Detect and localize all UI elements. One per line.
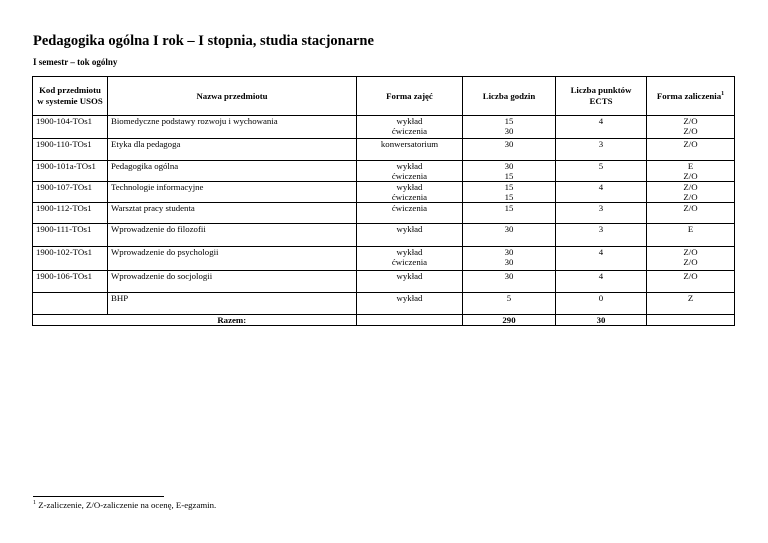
table-row [33, 182, 735, 203]
course-hours-line: 30 [504, 257, 514, 267]
course-form-line: ćwiczenia [391, 203, 428, 213]
course-code: 1900-112-TOs1 [33, 203, 108, 224]
course-hours-line: 30 [504, 247, 514, 257]
course-name: Wprowadzenie do filozofii [108, 224, 357, 247]
total-ects: 30 [556, 315, 647, 326]
course-credit-line: Z/O [683, 247, 698, 257]
course-credit-line: Z/O [683, 116, 698, 126]
course-hours-line: 30 [504, 271, 514, 281]
course-form-line: ćwiczenia [391, 192, 428, 202]
course-credit-line: Z/O [683, 182, 698, 192]
table-row [33, 139, 735, 161]
header-credit [647, 77, 735, 116]
course-hours-line: 5 [506, 293, 512, 303]
course-hours-line: 30 [504, 224, 514, 234]
course-hours [463, 139, 556, 161]
course-credit [647, 271, 735, 293]
course-credit-line: Z/O [683, 192, 698, 202]
course-form-line: wykład [396, 293, 423, 303]
course-hours-line: 15 [504, 182, 514, 192]
course-credit-line: Z [687, 293, 694, 303]
course-code: 1900-102-TOs1 [33, 247, 108, 271]
course-name: Biomedyczne podstawy rozwoju i wychowania [108, 116, 357, 139]
course-name: Pedagogika ogólna [108, 161, 357, 182]
course-form-line: wykład [396, 182, 423, 192]
course-hours [463, 271, 556, 293]
course-ects: 3 [556, 203, 647, 224]
course-name: Technologie informacyjne [108, 182, 357, 203]
header-credit-label: Forma zaliczenia [656, 90, 722, 101]
course-hours [463, 116, 556, 139]
course-ects: 3 [556, 139, 647, 161]
table-row [33, 203, 735, 224]
course-code: 1900-111-TOs1 [33, 224, 108, 247]
course-credit-line: Z/O [683, 271, 698, 281]
course-code: 1900-104-TOs1 [33, 116, 108, 139]
footnote-divider [33, 496, 164, 497]
course-hours [463, 182, 556, 203]
header-form: Forma zajęć [357, 77, 463, 116]
course-hours [463, 247, 556, 271]
course-name: Wprowadzenie do socjologii [108, 271, 357, 293]
course-credit-line: Z/O [683, 203, 698, 213]
course-form-line: ćwiczenia [391, 257, 428, 267]
course-name: Wprowadzenie do psychologii [108, 247, 357, 271]
course-credit [647, 247, 735, 271]
course-hours-line: 15 [504, 203, 514, 213]
course-code: 1900-110-TOs1 [33, 139, 108, 161]
course-ects: 0 [556, 293, 647, 315]
total-hours: 290 [463, 315, 556, 326]
course-hours-line: 15 [504, 171, 514, 181]
course-hours [463, 224, 556, 247]
course-hours-line: 15 [504, 192, 514, 202]
course-credit [647, 116, 735, 139]
course-ects: 3 [556, 224, 647, 247]
course-form [357, 139, 463, 161]
course-hours-line: 30 [504, 139, 514, 149]
course-form [357, 271, 463, 293]
course-credit [647, 139, 735, 161]
course-form [357, 116, 463, 139]
course-hours [463, 293, 556, 315]
course-credit-line: E [687, 161, 694, 171]
course-ects: 4 [556, 116, 647, 139]
course-hours [463, 203, 556, 224]
course-credit [647, 182, 735, 203]
course-form-line: wykład [396, 224, 423, 234]
table-row [33, 116, 735, 139]
course-name: Etyka dla pedagoga [108, 139, 357, 161]
course-credit-line: E [687, 224, 694, 234]
course-form [357, 161, 463, 182]
course-credit-line: Z/O [683, 139, 698, 149]
total-form [357, 315, 463, 326]
course-code: 1900-107-TOs1 [33, 182, 108, 203]
total-spacer [33, 315, 108, 326]
course-hours-line: 30 [504, 126, 514, 136]
course-form-line: ćwiczenia [391, 126, 428, 136]
header-code: Kod przedmiotu w systemie USOS [33, 77, 108, 116]
course-credit-line: Z/O [683, 257, 698, 267]
course-name: BHP [108, 293, 357, 315]
course-credit [647, 203, 735, 224]
header-ects: Liczba punktów ECTS [556, 77, 647, 116]
course-credit-line: Z/O [683, 126, 698, 136]
total-row [33, 315, 735, 326]
table-row [33, 161, 735, 182]
course-form-line: wykład [396, 116, 423, 126]
course-table [32, 76, 735, 326]
course-credit [647, 224, 735, 247]
course-hours-line: 30 [504, 161, 514, 171]
course-form-line: konwersatorium [380, 139, 439, 149]
footnote-ref: 1 [721, 90, 725, 97]
course-form [357, 182, 463, 203]
course-form-line: ćwiczenia [391, 171, 428, 181]
course-hours [463, 161, 556, 182]
course-hours-line: 15 [504, 116, 514, 126]
header-name: Nazwa przedmiotu [108, 77, 357, 116]
table-row [33, 293, 735, 315]
course-form-line: wykład [396, 247, 423, 257]
course-credit-line: Z/O [683, 171, 698, 181]
course-form [357, 293, 463, 315]
course-code: 1900-106-TOs1 [33, 271, 108, 293]
footnote-mark: 1 [33, 500, 36, 507]
header-hours: Liczba godzin [463, 77, 556, 116]
course-form [357, 224, 463, 247]
course-form-line: wykład [396, 161, 423, 171]
course-form-line: wykład [396, 271, 423, 281]
table-header-row [33, 77, 735, 116]
course-ects: 5 [556, 161, 647, 182]
footnote [33, 500, 216, 510]
course-ects: 4 [556, 182, 647, 203]
total-label: Razem: [108, 315, 357, 326]
course-ects: 4 [556, 247, 647, 271]
table-row [33, 247, 735, 271]
table-row [33, 224, 735, 247]
semester-subtitle: I semestr – tok ogólny [33, 57, 118, 67]
course-code: 1900-101a-TOs1 [33, 161, 108, 182]
footnote-text: Z-zaliczenie, Z/O-zaliczenie na ocenę, E-egzamin. [38, 500, 217, 510]
table-row [33, 271, 735, 293]
course-ects: 4 [556, 271, 647, 293]
course-code [33, 293, 108, 315]
course-credit [647, 293, 735, 315]
course-credit [647, 161, 735, 182]
total-credit [647, 315, 735, 326]
course-form [357, 247, 463, 271]
course-name: Warsztat pracy studenta [108, 203, 357, 224]
document-title: Pedagogika ogólna I rok – I stopnia, studia stacjonarne [33, 33, 374, 49]
course-form [357, 203, 463, 224]
